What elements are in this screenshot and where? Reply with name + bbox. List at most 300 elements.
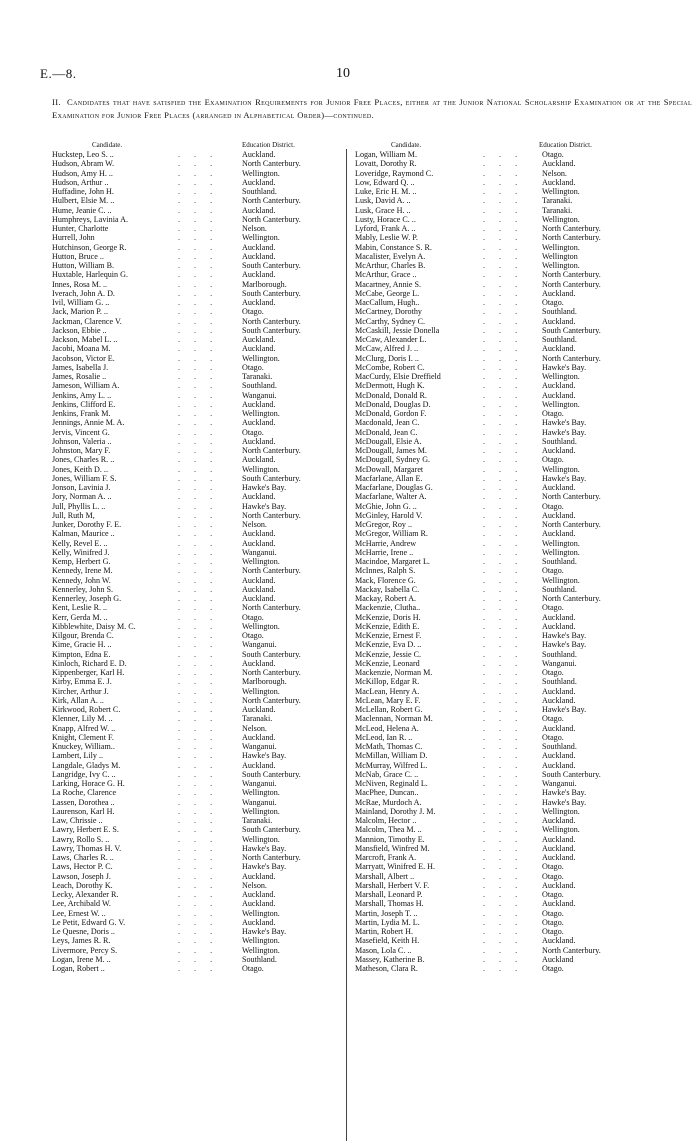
education-district: Wellington. bbox=[542, 214, 580, 224]
table-row bbox=[52, 270, 370, 279]
education-district: Wanganui. bbox=[542, 779, 577, 788]
candidate-name: Macindoe, Margaret L. bbox=[355, 557, 430, 566]
education-district: Wanganui. bbox=[242, 742, 277, 751]
dot-leader: . . . bbox=[178, 288, 219, 298]
education-district: Otago. bbox=[542, 668, 564, 677]
education-district: Wellington. bbox=[542, 464, 580, 474]
dot-leader: . . . bbox=[483, 880, 524, 890]
candidate-name: Kinloch, Richard E. D. bbox=[52, 658, 127, 668]
education-district: Otago. bbox=[242, 427, 264, 437]
dot-leader: . . . bbox=[178, 806, 219, 816]
table-row bbox=[52, 335, 370, 344]
section-heading bbox=[52, 96, 692, 122]
education-district: Otago. bbox=[542, 890, 564, 899]
dot-leader: . . . bbox=[178, 640, 219, 650]
dot-leader: . . . bbox=[483, 742, 524, 751]
education-district: Nelson. bbox=[242, 520, 267, 529]
candidate-name: MacLean, Henry A. bbox=[355, 686, 420, 696]
table-row bbox=[349, 770, 667, 779]
table-row bbox=[52, 372, 370, 381]
education-district: Nelson. bbox=[242, 880, 267, 890]
table-row bbox=[349, 853, 667, 862]
dot-leader: . . . bbox=[483, 335, 524, 344]
candidate-name: McGinley, Harold V. bbox=[355, 510, 423, 520]
candidate-name: Kilgour, Brenda C. bbox=[52, 631, 114, 640]
table-row bbox=[52, 261, 370, 270]
dot-leader: . . . bbox=[483, 584, 524, 594]
dot-leader: . . . bbox=[483, 612, 524, 622]
education-district: Wellington. bbox=[242, 233, 280, 243]
candidate-name: McNiven, Reginald L. bbox=[355, 779, 428, 788]
table-row bbox=[349, 280, 667, 289]
dot-leader: . . . bbox=[483, 732, 524, 742]
education-district: South Canterbury. bbox=[242, 288, 301, 298]
candidate-name: Macfarlane, Allan E. bbox=[355, 473, 423, 483]
candidate-name: Marcroft, Frank A. bbox=[355, 853, 417, 862]
table-row bbox=[349, 844, 667, 853]
dot-leader: . . . bbox=[483, 751, 524, 761]
candidate-name: McDonald, Jean C. bbox=[355, 427, 418, 437]
education-district: Auckland. bbox=[542, 816, 576, 825]
district-header: Education District. bbox=[539, 141, 592, 149]
candidate-name: Malcolm, Hector .. bbox=[355, 816, 417, 825]
candidate-name: Marshall, Albert .. bbox=[355, 871, 415, 881]
education-district: South Canterbury. bbox=[242, 261, 301, 270]
education-district: South Canterbury. bbox=[242, 825, 301, 835]
education-district: North Canterbury. bbox=[242, 603, 301, 613]
candidate-table bbox=[52, 141, 692, 1141]
candidate-name: Laws, Charles R. .. bbox=[52, 853, 114, 862]
table-row bbox=[349, 862, 667, 871]
table-row bbox=[52, 381, 370, 390]
table-row bbox=[52, 853, 370, 862]
candidate-name: Masefield, Keith H. bbox=[355, 936, 420, 946]
table-row bbox=[52, 622, 370, 631]
education-district: Hawke's Bay. bbox=[242, 927, 287, 936]
candidate-name: Lovatt, Dorothy R. bbox=[355, 159, 417, 169]
table-row bbox=[349, 196, 667, 205]
dot-leader: . . . bbox=[178, 196, 219, 206]
table-row bbox=[52, 714, 370, 723]
table-row bbox=[349, 594, 667, 603]
education-district: Auckland. bbox=[542, 381, 576, 391]
table-row bbox=[52, 585, 370, 594]
dot-leader: . . . bbox=[483, 529, 524, 539]
candidate-name: McDermott, Hugh K. bbox=[355, 381, 425, 391]
education-district: Taranaki. bbox=[542, 196, 573, 206]
candidate-name: Jenkins, Frank M. bbox=[52, 409, 111, 418]
education-district: North Canterbury. bbox=[542, 945, 601, 955]
education-district: Wellington. bbox=[242, 686, 280, 696]
candidate-name: Lyford, Frank A. .. bbox=[355, 224, 416, 233]
table-row bbox=[52, 844, 370, 853]
education-district: North Canterbury. bbox=[542, 353, 601, 363]
candidate-name: Kennedy, John W. bbox=[52, 575, 111, 585]
education-district: South Canterbury. bbox=[542, 325, 601, 335]
education-district: Hawke's Bay. bbox=[242, 862, 287, 872]
dot-leader: . . . bbox=[178, 483, 219, 492]
table-row bbox=[52, 659, 370, 668]
dot-leader: . . . bbox=[483, 196, 524, 206]
candidate-name: McKenzie, Leonard bbox=[355, 658, 420, 668]
education-district: Southland. bbox=[542, 307, 577, 317]
education-district: Auckland. bbox=[242, 890, 276, 899]
dot-leader: . . . bbox=[483, 446, 524, 455]
candidate-name: Macfarlane, Walter A. bbox=[355, 492, 427, 502]
table-row bbox=[52, 233, 370, 242]
candidate-name: Malcolm, Thea M. .. bbox=[355, 825, 422, 835]
education-district: Otago. bbox=[542, 871, 564, 881]
dot-leader: . . . bbox=[483, 353, 524, 363]
education-district: Otago. bbox=[542, 409, 564, 418]
education-district: Wellington. bbox=[242, 557, 280, 566]
table-row bbox=[349, 603, 667, 612]
table-row bbox=[349, 631, 667, 640]
candidate-name: Hulbert, Elsie M. .. bbox=[52, 196, 115, 206]
candidate-name: Jull, Phyllis L. .. bbox=[52, 501, 106, 511]
table-row bbox=[349, 474, 667, 483]
dot-leader: . . . bbox=[483, 908, 524, 918]
education-district: Otago. bbox=[242, 307, 264, 317]
candidate-name: Loveridge, Raymond C. bbox=[355, 168, 434, 178]
candidate-name: McArthur, Grace .. bbox=[355, 270, 417, 280]
dot-leader: . . . bbox=[483, 187, 524, 196]
table-row bbox=[349, 298, 667, 307]
education-district: North Canterbury. bbox=[542, 492, 601, 502]
candidate-name: McCombe, Robert C. bbox=[355, 362, 425, 372]
dot-leader: . . . bbox=[178, 695, 219, 705]
dot-leader: . . . bbox=[483, 390, 524, 400]
candidate-name: MacCurdy, Elsie Dreffield bbox=[355, 372, 441, 381]
education-district: Taranaki. bbox=[242, 372, 273, 381]
candidate-name: McRae, Murdoch A. bbox=[355, 797, 422, 807]
candidate-name: McDonald, Donald R. bbox=[355, 390, 427, 400]
dot-leader: . . . bbox=[178, 353, 219, 363]
dot-leader: . . . bbox=[178, 899, 219, 909]
candidate-name: Lassen, Dorothea .. bbox=[52, 797, 115, 807]
table-row bbox=[349, 492, 667, 501]
dot-leader: . . . bbox=[178, 788, 219, 798]
education-district: Wellington. bbox=[242, 936, 280, 946]
dot-leader: . . . bbox=[483, 788, 524, 798]
education-district: Hawke's Bay. bbox=[242, 501, 287, 511]
dot-leader: . . . bbox=[483, 714, 524, 724]
dot-leader: . . . bbox=[483, 279, 524, 289]
dot-leader: . . . bbox=[178, 862, 219, 872]
table-row bbox=[349, 640, 667, 649]
dot-leader: . . . bbox=[483, 825, 524, 835]
candidate-name: MacCallum, Hugh.. bbox=[355, 298, 420, 307]
candidate-name: Kennerley, Joseph G. bbox=[52, 594, 122, 603]
dot-leader: . . . bbox=[483, 316, 524, 326]
education-district: Hawke's Bay. bbox=[542, 705, 587, 714]
table-row bbox=[349, 964, 667, 973]
education-district: Otago. bbox=[542, 927, 564, 936]
candidate-name: James, Isabella J. bbox=[52, 362, 109, 372]
dot-leader: . . . bbox=[483, 381, 524, 391]
dot-leader: . . . bbox=[483, 510, 524, 520]
table-row bbox=[52, 650, 370, 659]
candidate-name: Leach, Dorothy K. bbox=[52, 880, 113, 890]
education-district: North Canterbury. bbox=[542, 594, 601, 603]
education-district: South Canterbury. bbox=[242, 649, 301, 659]
table-row bbox=[349, 798, 667, 807]
table-row bbox=[52, 557, 370, 566]
education-district: Marlborough. bbox=[242, 677, 287, 687]
dot-leader: . . . bbox=[483, 168, 524, 178]
dot-leader: . . . bbox=[483, 853, 524, 862]
dot-leader: . . . bbox=[483, 538, 524, 548]
dot-leader: . . . bbox=[178, 742, 219, 751]
education-district: North Canterbury. bbox=[542, 270, 601, 280]
table-row bbox=[349, 946, 667, 955]
candidate-name: Maclennan, Norman M. bbox=[355, 714, 433, 724]
table-row bbox=[349, 289, 667, 298]
education-district: Auckland. bbox=[542, 621, 576, 631]
education-district: Auckland. bbox=[542, 723, 576, 733]
education-district: Auckland. bbox=[242, 732, 276, 742]
candidate-name: McGregor, Roy .. bbox=[355, 520, 412, 529]
candidate-name: Mackay, Robert A. bbox=[355, 594, 417, 603]
table-row bbox=[52, 640, 370, 649]
dot-leader: . . . bbox=[483, 150, 524, 159]
table-row bbox=[52, 751, 370, 760]
candidate-name: Kemp, Herbert G. bbox=[52, 557, 111, 566]
education-district: Wellington. bbox=[242, 834, 280, 844]
candidate-name: Laurenson, Karl H. bbox=[52, 806, 115, 816]
table-row bbox=[349, 344, 667, 353]
education-district: Otago. bbox=[542, 603, 564, 613]
candidate-name: Kalman, Maurice .. bbox=[52, 529, 115, 539]
candidate-name: McLean, Mary E. F. bbox=[355, 695, 421, 705]
dot-leader: . . . bbox=[483, 677, 524, 687]
candidate-name: Langdale, Gladys M. bbox=[52, 760, 121, 770]
candidate-name: La Roche, Clarence bbox=[52, 788, 117, 798]
candidate-name: Knuckey, William.. bbox=[52, 742, 115, 751]
table-row bbox=[349, 918, 667, 927]
dot-leader: . . . bbox=[178, 760, 219, 770]
dot-leader: . . . bbox=[483, 834, 524, 844]
table-row bbox=[349, 529, 667, 538]
table-row bbox=[52, 613, 370, 622]
candidate-name: Jennings, Annie M. A. bbox=[52, 418, 125, 428]
education-district: Auckland. bbox=[242, 575, 276, 585]
candidate-name: Jones, Charles R. .. bbox=[52, 455, 115, 465]
education-district: Otago. bbox=[242, 631, 264, 640]
education-district: Otago. bbox=[242, 362, 264, 372]
education-district: Otago. bbox=[542, 732, 564, 742]
candidate-name: McKenzie, Ernest F. bbox=[355, 631, 422, 640]
candidate-name: McCabe, George L. bbox=[355, 288, 420, 298]
table-row bbox=[349, 409, 667, 418]
dot-leader: . . . bbox=[483, 945, 524, 955]
table-row bbox=[349, 270, 667, 279]
table-row bbox=[52, 668, 370, 677]
dot-leader: . . . bbox=[483, 464, 524, 474]
dot-leader: . . . bbox=[483, 288, 524, 298]
table-row bbox=[52, 400, 370, 409]
table-row bbox=[52, 159, 370, 168]
education-district: Wellington. bbox=[542, 242, 580, 252]
candidate-name: Junker, Dorothy F. E. bbox=[52, 520, 122, 529]
dot-leader: . . . bbox=[483, 473, 524, 483]
candidate-name: McLeod, Ian R. .. bbox=[355, 732, 413, 742]
candidate-name: Jull, Ruth M, bbox=[52, 510, 95, 520]
candidate-name: Martin, Joseph T. .. bbox=[355, 908, 418, 918]
dot-leader: . . . bbox=[483, 649, 524, 659]
education-district: Southland. bbox=[242, 381, 277, 391]
education-district: Auckland. bbox=[242, 529, 276, 539]
candidate-name: McKenzie, Eva D. .. bbox=[355, 640, 422, 650]
table-row bbox=[349, 178, 667, 187]
table-row bbox=[349, 428, 667, 437]
candidate-name: Lawry, Rollo S. .. bbox=[52, 834, 110, 844]
dot-leader: . . . bbox=[483, 621, 524, 631]
candidate-name: Jackson, Ebbie .. bbox=[52, 325, 107, 335]
education-district: Wellington. bbox=[542, 806, 580, 816]
candidate-name: Huxtable, Harlequin G. bbox=[52, 270, 128, 280]
candidate-name: Hudson, Arthur .. bbox=[52, 177, 109, 187]
table-row bbox=[52, 798, 370, 807]
education-district: Hawke's Bay. bbox=[242, 843, 287, 853]
education-district: Southland. bbox=[542, 677, 577, 687]
dot-leader: . . . bbox=[178, 464, 219, 474]
education-district: North Canterbury. bbox=[242, 196, 301, 206]
candidate-name: Hume, Jeanie C. .. bbox=[52, 205, 112, 215]
dot-leader: . . . bbox=[483, 455, 524, 465]
table-row bbox=[349, 668, 667, 677]
table-row bbox=[349, 807, 667, 816]
dot-leader: . . . bbox=[483, 261, 524, 270]
education-district: Auckland. bbox=[542, 936, 576, 946]
candidate-name: Hunter, Charlotte bbox=[52, 224, 109, 233]
education-district: Wellington. bbox=[542, 547, 580, 557]
table-row bbox=[349, 751, 667, 760]
candidate-name: Martin, Lydia M. L. bbox=[355, 917, 420, 927]
candidate-name: Kerr, Gerda M. .. bbox=[52, 612, 108, 622]
dot-leader: . . . bbox=[483, 427, 524, 437]
table-row bbox=[52, 298, 370, 307]
candidate-name: Martin, Robert H. bbox=[355, 927, 413, 936]
education-district: Auckland. bbox=[242, 298, 276, 307]
table-row bbox=[52, 344, 370, 353]
dot-leader: . . . bbox=[178, 409, 219, 418]
dot-leader: . . . bbox=[483, 797, 524, 807]
dot-leader: . . . bbox=[483, 205, 524, 215]
education-district: North Canterbury. bbox=[542, 233, 601, 243]
education-district: Auckland. bbox=[542, 751, 576, 761]
dot-leader: . . . bbox=[483, 936, 524, 946]
education-district: Auckland. bbox=[542, 843, 576, 853]
left-rows bbox=[52, 150, 370, 973]
table-row bbox=[349, 317, 667, 326]
education-district: Wellington. bbox=[242, 788, 280, 798]
table-row bbox=[349, 215, 667, 224]
dot-leader: . . . bbox=[483, 520, 524, 529]
education-district: Auckland. bbox=[242, 418, 276, 428]
dot-leader: . . . bbox=[483, 159, 524, 169]
education-district: Nelson. bbox=[542, 168, 567, 178]
dot-leader: . . . bbox=[178, 455, 219, 465]
candidate-name: Leys, James R. R. bbox=[52, 936, 111, 946]
candidate-name: Le Petit, Edward G. V. bbox=[52, 917, 126, 927]
education-district: Hawke's Bay. bbox=[242, 483, 287, 492]
education-district: Wellington. bbox=[542, 575, 580, 585]
candidate-name: Lee, Ernest W. .. bbox=[52, 908, 106, 918]
dot-leader: . . . bbox=[483, 890, 524, 899]
education-district: Auckland. bbox=[542, 177, 576, 187]
dot-leader: . . . bbox=[178, 658, 219, 668]
table-row bbox=[349, 909, 667, 918]
dot-leader: . . . bbox=[178, 723, 219, 733]
education-district: Hawke's Bay. bbox=[542, 362, 587, 372]
education-district: Otago. bbox=[542, 908, 564, 918]
education-district: North Canterbury. bbox=[242, 510, 301, 520]
candidate-name: Logan, William M. bbox=[355, 150, 418, 159]
table-row bbox=[349, 788, 667, 797]
dot-leader: . . . bbox=[483, 964, 524, 973]
dot-leader: . . . bbox=[178, 159, 219, 169]
candidate-name: Kelly, Winifred J. bbox=[52, 547, 110, 557]
table-row bbox=[349, 816, 667, 825]
education-district: North Canterbury. bbox=[542, 520, 601, 529]
dot-leader: . . . bbox=[178, 529, 219, 539]
table-row bbox=[349, 936, 667, 945]
table-row bbox=[349, 872, 667, 881]
dot-leader: . . . bbox=[178, 418, 219, 428]
candidate-header: Candidate. bbox=[391, 141, 422, 149]
table-row bbox=[349, 437, 667, 446]
dot-leader: . . . bbox=[178, 936, 219, 946]
dot-leader: . . . bbox=[178, 446, 219, 455]
dot-leader: . . . bbox=[178, 779, 219, 788]
table-row bbox=[349, 714, 667, 723]
candidate-name: Lusk, Grace H. .. bbox=[355, 205, 411, 215]
candidate-name: Hutton, William B. bbox=[52, 261, 115, 270]
dot-leader: . . . bbox=[483, 575, 524, 585]
education-district: Hawke's Bay. bbox=[242, 751, 287, 761]
candidate-name: Jameson, William A. bbox=[52, 381, 120, 391]
table-row bbox=[52, 446, 370, 455]
candidate-name: Mackenzie, Clutha.. bbox=[355, 603, 421, 613]
right-rows bbox=[349, 150, 667, 973]
candidate-name: Massey, Katherine B. bbox=[355, 954, 425, 964]
dot-leader: . . . bbox=[483, 557, 524, 566]
education-district: Wellington. bbox=[242, 353, 280, 363]
dot-leader: . . . bbox=[483, 566, 524, 576]
dot-leader: . . . bbox=[178, 270, 219, 280]
dot-leader: . . . bbox=[178, 575, 219, 585]
dot-leader: . . . bbox=[178, 825, 219, 835]
candidate-name: Kirkwood, Robert C. bbox=[52, 705, 121, 714]
dot-leader: . . . bbox=[178, 871, 219, 881]
dot-leader: . . . bbox=[483, 603, 524, 613]
table-row bbox=[52, 862, 370, 871]
table-row bbox=[349, 742, 667, 751]
dot-leader: . . . bbox=[178, 584, 219, 594]
candidate-name: Kimpton, Edna E. bbox=[52, 649, 111, 659]
table-row bbox=[349, 539, 667, 548]
right-column bbox=[349, 141, 667, 973]
table-row bbox=[52, 492, 370, 501]
education-district: Taranaki. bbox=[542, 205, 573, 215]
dot-leader: . . . bbox=[483, 399, 524, 409]
dot-leader: . . . bbox=[483, 862, 524, 872]
education-district: North Canterbury. bbox=[542, 224, 601, 233]
dot-leader: . . . bbox=[178, 538, 219, 548]
candidate-name: McGregor, William R. bbox=[355, 529, 428, 539]
dot-leader: . . . bbox=[483, 594, 524, 603]
